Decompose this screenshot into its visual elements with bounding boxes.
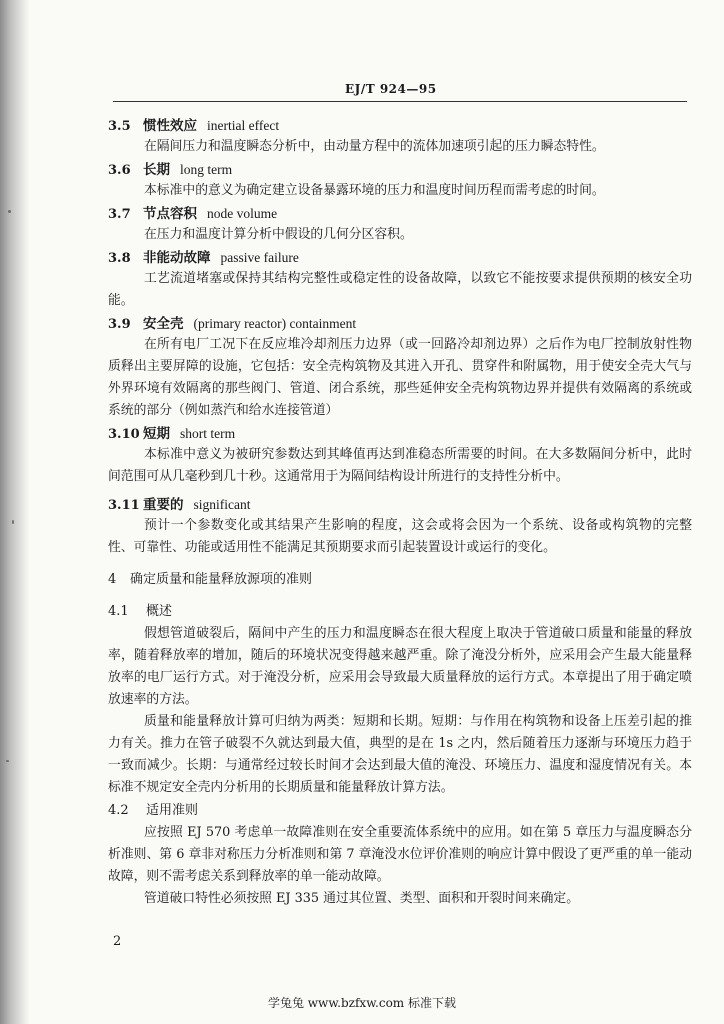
paragraph: 质量和能量释放计算可归纳为两类：短期和长期。短期：与作用在构筑物和设备上压差引起的推力有关。推力在管子破裂不久就达到最大值，典型的是在 1s 之内，然后随着压力逐渐与环境压力趋于一致而减少。长期：与通常经过较长时间才会达到最大值的淹没、环境压力、温度和湿度情况有关。本标准不规定安全壳内分析用的长期质量和能量释放计算方法。 bbox=[108, 714, 692, 795]
term-heading bbox=[108, 312, 692, 334]
term-definition: 在压力和温度计算分析中假设的几何分区容积。 bbox=[144, 227, 413, 242]
subsection-title: 适用准则 bbox=[146, 803, 199, 818]
term-definition: 在隔间压力和温度瞬态分析中，由动量方程中的流体加速项引起的压力瞬态特性。 bbox=[144, 139, 605, 154]
term-definition: 工艺流道堵塞或保持其结构完整性或稳定性的设备故障，以致它不能按要求提供预期的核安全功能。 bbox=[108, 271, 692, 308]
scan-speck bbox=[6, 760, 9, 762]
paragraph: 管道破口特性必须按照 EJ 335 通过其位置、类型、面积和开裂时间来确定。 bbox=[144, 891, 580, 906]
term-number: 3.10 bbox=[108, 427, 140, 442]
document-body bbox=[108, 114, 692, 910]
scan-speck bbox=[12, 520, 14, 524]
standard-code-header: EJ/T 924—95 bbox=[345, 82, 437, 96]
term-english: significant bbox=[193, 497, 251, 512]
scan-speck bbox=[8, 210, 11, 213]
paragraph: 应按照 EJ 570 考虑单一故障准则在安全重要流体系统中的应用。如在第 5 章压力与温度瞬态分析准则、第 6 章非对称压力分析准则和第 7 章淹没水位评价准则的响应计算中假设了更严重的单一能动故障，则不需考虑关系到释放率的单一能动故障。 bbox=[108, 825, 692, 884]
page-number: 2 bbox=[113, 934, 122, 949]
term-heading bbox=[108, 422, 692, 444]
subsection-heading bbox=[108, 799, 692, 822]
term-english: passive failure bbox=[220, 250, 299, 265]
term-definition: 预计一个参数变化或其结果产生影响的程度，这会或将会因为一个系统、设备或构筑物的完整性、可靠性、功能或适用性不能满足其预期要求而引起装置设计或运行的变化。 bbox=[108, 518, 692, 555]
subsection-heading bbox=[108, 600, 692, 623]
section-heading bbox=[108, 568, 692, 592]
term-english: node volume bbox=[207, 206, 278, 221]
term-chinese: 惯性效应 bbox=[143, 118, 197, 134]
subsection-number: 4.1 bbox=[108, 604, 129, 619]
section-title: 确定质量和能量释放源项的准则 bbox=[130, 572, 313, 587]
term-english: (primary reactor) containment bbox=[193, 316, 357, 331]
term-number: 3.11 bbox=[108, 498, 140, 513]
term-definition: 本标准中的意义为确定建立设备暴露环境的压力和温度时间历程而需考虑的时间。 bbox=[144, 183, 605, 198]
term-number: 3.9 bbox=[108, 317, 131, 332]
subsection-number: 4.2 bbox=[108, 803, 129, 818]
term-chinese: 重要的 bbox=[143, 497, 184, 513]
term-heading bbox=[108, 114, 692, 136]
term-definition: 在所有电厂工况下在反应堆冷却剂压力边界（或一回路冷却剂边界）之后作为电厂控制放射性物质释出主要屏障的设施，它包括：安全壳构筑物及其进入开孔、贯穿件和附属物，用于使安全壳大气与外界环境有效隔离的那些阀门、管道、闭合系统，那些延伸安全壳构筑物边界并提供有效隔离的系统或系统的部分（例如蒸汽和给水连接管道） bbox=[108, 337, 692, 418]
term-number: 3.7 bbox=[108, 207, 131, 222]
section-number: 4 bbox=[108, 572, 117, 587]
subsection-title: 概述 bbox=[146, 604, 173, 619]
term-chinese: 短期 bbox=[143, 426, 170, 442]
term-chinese: 安全壳 bbox=[143, 316, 184, 332]
term-number: 3.8 bbox=[108, 251, 131, 266]
term-english: short term bbox=[180, 426, 236, 441]
watermark-footer: 学兔兔 www.bzfxw.com 标准下载 bbox=[267, 996, 457, 1010]
term-number: 3.6 bbox=[108, 163, 131, 178]
header-rule bbox=[113, 101, 687, 102]
term-heading bbox=[108, 493, 692, 515]
term-heading bbox=[108, 202, 692, 224]
term-chinese: 长期 bbox=[143, 162, 170, 178]
term-english: long term bbox=[180, 162, 233, 177]
scan-left-edge bbox=[0, 0, 30, 1024]
term-definition: 本标准中意义为被研究参数达到其峰值再达到准稳态所需要的时间。在大多数隔间分析中，此时间范围可从几毫秒到几十秒。这通常用于为隔间结构设计所进行的支持性分析中。 bbox=[108, 447, 692, 484]
paragraph: 假想管道破裂后，隔间中产生的压力和温度瞬态在很大程度上取决于管道破口质量和能量的释放率，随着释放率的增加，随后的环境状况变得越来越严重。除了淹没分析外，应采用会产生最大能量释放率的电厂运行方式。对于淹没分析，应采用会导致最大质量释放的运行方式。本章提出了用于确定喷放速率的方法。 bbox=[108, 626, 692, 707]
term-chinese: 非能动故障 bbox=[143, 250, 211, 266]
term-number: 3.5 bbox=[108, 119, 131, 134]
term-chinese: 节点容积 bbox=[143, 206, 197, 222]
term-heading bbox=[108, 246, 692, 268]
term-english: inertial effect bbox=[207, 118, 280, 133]
term-heading bbox=[108, 158, 692, 180]
